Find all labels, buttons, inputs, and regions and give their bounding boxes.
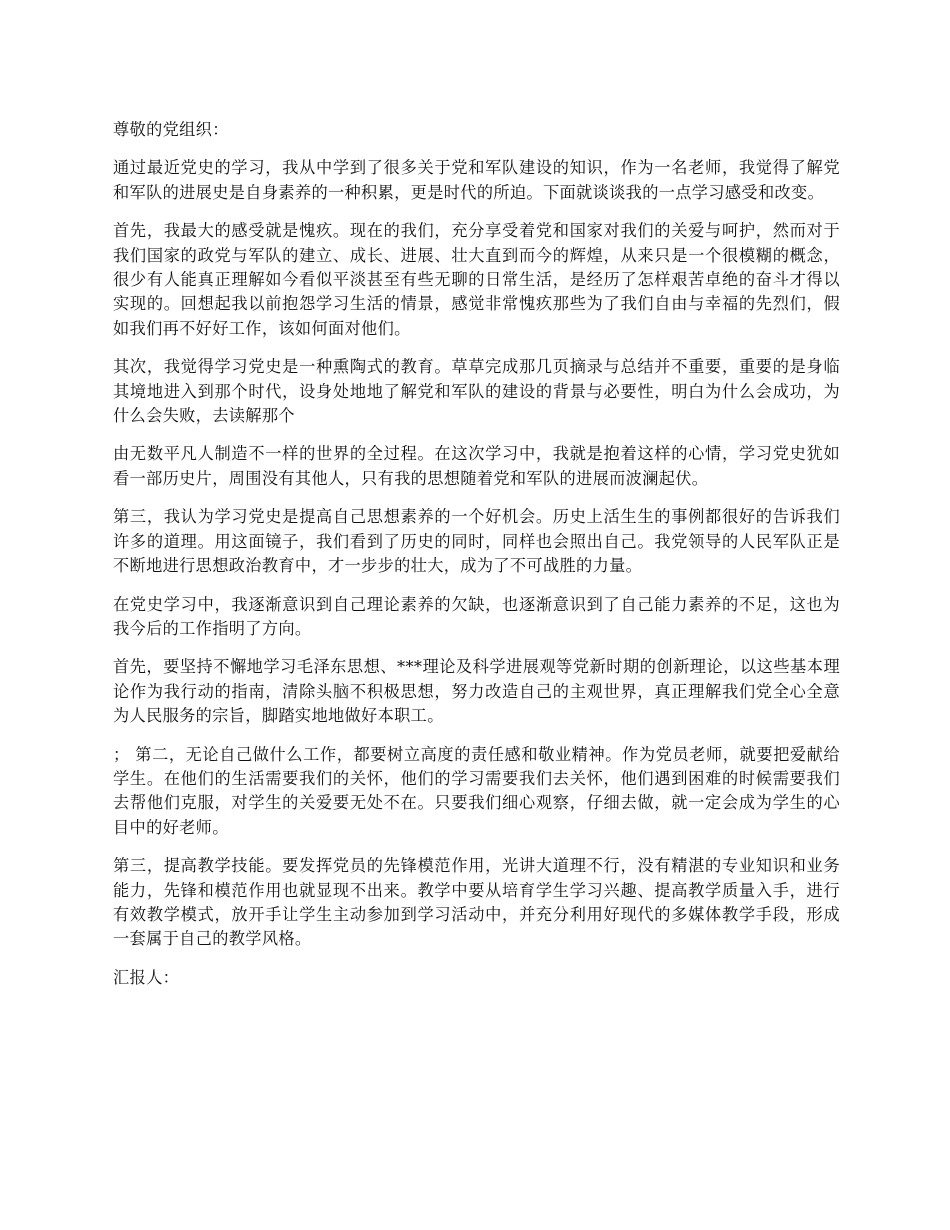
paragraph-first-feeling: 首先，我最大的感受就是愧疚。现在的我们，充分享受着党和国家对我们的关爱与呵护，然而对于我们国家的政党与军队的建立、成长、进展、壮大直到而今的辉煌，从来只是一个很模糊的概念，很少有人能真正理解如今看似平淡甚至有些无聊的日常生活，是经历了怎样艰苦卓绝的奋斗才得以实现的。回想起我以前抱怨学习生活的情景，感觉非常愧疚那些为了我们自由与幸福的先烈们，假如我们再不好好工作，该如何面对他们。 xyxy=(113,221,840,338)
paragraph-second-continued: 由无数平凡人制造不一样的世界的全过程。在这次学习中，我就是抱着这样的心情，学习党史犹如看一部历史片，周围没有其他人，只有我的思想随着党和军队的进展而波澜起伏。 xyxy=(113,444,840,488)
paragraph-plan-first: 首先，要坚持不懈地学习毛泽东思想、***理论及科学进展观等党新时期的创新理论，以这些基本理论作为我行动的指南，清除头脑不积极思想，努力改造自己的主观世界，真正理解我们党全心全意为人民服务的宗旨，脚踏实地地做好本职工。 xyxy=(113,657,840,726)
salutation: 尊敬的党组织： xyxy=(113,120,229,139)
paragraph-plan-second: ； 第二，无论自己做什么工作，都要树立高度的责任感和敬业精神。作为党员老师，就要把爱献给学生。在他们的生活需要我们的关怀，他们的学习需要我们去关怀，他们遇到困难的时候需要我们去帮他们克服，对学生的关爱要无处不在。只要我们细心观察，仔细去做，就一定会成为学生的心目中的好老师。 xyxy=(113,744,840,837)
paragraph-third-opportunity: 第三，我认为学习党史是提高自己思想素养的一个好机会。历史上活生生的事例都很好的告诉我们许多的道理。用这面镜子，我们看到了历史的同时，同样也会照出自己。我党领导的人民军队正是不断地进行思想政治教育中，才一步步的壮大，成为了不可战胜的力量。 xyxy=(113,507,840,576)
paragraph-shortcomings: 在党史学习中，我逐渐意识到自己理论素养的欠缺，也逐渐意识到了自己能力素养的不足，这也为我今后的工作指明了方向。 xyxy=(113,594,840,638)
signature-label: 汇报人： xyxy=(113,967,180,987)
document-body xyxy=(113,118,840,1004)
paragraph-second-education: 其次，我觉得学习党史是一种熏陶式的教育。草草完成那几页摘录与总结并不重要，重要的是身临其境地进入到那个时代，设身处地地了解党和军队的建设的背景与必要性，明白为什么会成功，为什么会失败，去读解那个 xyxy=(113,357,840,426)
paragraph-intro: 通过最近党史的学习，我从中学到了很多关于党和军队建设的知识，作为一名老师，我觉得了解党和军队的进展史是自身素养的一种积累，更是时代的所迫。下面就谈谈我的一点学习感受和改变。 xyxy=(113,158,840,202)
paragraph-plan-third: 第三，提高教学技能。要发挥党员的先锋模范作用，光讲大道理不行，没有精湛的专业知识和业务能力，先锋和模范作用也就显现不出来。教学中要从培育学生学习兴趣、提高教学质量入手，进行有效教学模式，放开手让学生主动参加到学习活动中，并充分利用好现代的多媒体教学手段，形成一套属于自己的教学风格。 xyxy=(113,856,840,949)
